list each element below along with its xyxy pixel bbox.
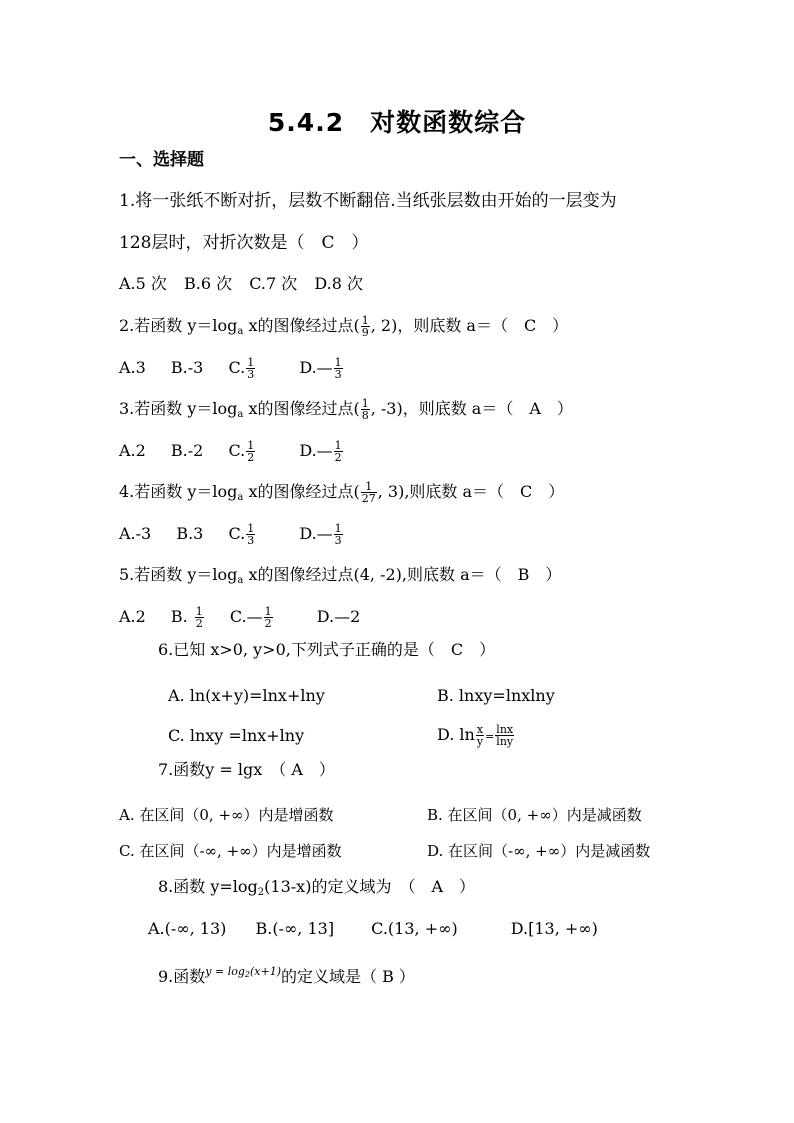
fraction: $\frac{1}{27}$ xyxy=(361,480,376,505)
stem-text: 3.若函数 y＝log xyxy=(119,399,238,418)
option-a: A.5 次 xyxy=(119,274,167,293)
option-d: D. 在区间（-∞, +∞）内是减函数 xyxy=(427,842,651,860)
option-d: D.— $\frac{1}{2}$ xyxy=(299,439,342,464)
log-base: a xyxy=(237,409,244,420)
option-d: D.8 次 xyxy=(314,274,363,293)
option-c: C.(13, +∞) xyxy=(371,919,458,938)
question-1-options xyxy=(119,274,363,294)
option-c: C. $\frac{1}{2}$ xyxy=(228,439,255,464)
stem-text: 2.若函数 y＝log xyxy=(119,316,238,335)
section-heading: 一、选择题 xyxy=(119,150,204,170)
option-c: C. $\frac{1}{3}$ xyxy=(228,356,255,381)
question-9-stem: 9.函数$^{y = log2(x+1)}$的定义域是（ B ） xyxy=(158,965,415,986)
option-a: A. 在区间（0, +∞）内是增函数 xyxy=(119,806,334,824)
stem-text: x的图像经过点( xyxy=(243,316,360,335)
question-5-options xyxy=(119,606,360,629)
option-c: C. lnxy =lnx+lny xyxy=(168,726,305,745)
fraction: $\frac{1}{8}$ xyxy=(361,397,369,422)
question-8-options xyxy=(148,919,598,939)
option-b: B. $\frac{1}{2}$ xyxy=(170,605,203,630)
option-b: B.3 xyxy=(176,524,204,543)
option-d: D.[13, +∞) xyxy=(510,919,598,938)
question-6-stem: 6.已知 x>0, y>0,下列式子正确的是（ C ） xyxy=(158,640,496,659)
option-d: D.— $\frac{1}{3}$ xyxy=(299,356,342,381)
option-c: C.— $\frac{1}{2}$ xyxy=(229,605,272,630)
stem-text: x的图像经过点( xyxy=(243,399,360,418)
question-8-stem: 8.函数 $y=\log_2(13-x)$的定义域为 （ A ） xyxy=(158,877,476,898)
option-a: A.3 xyxy=(119,358,146,377)
stem-text: , -3)，则底数 a＝（ A ） xyxy=(370,399,573,418)
stem-text: 4.若函数 y＝log xyxy=(119,482,238,501)
option-c: C. 在区间（-∞, +∞）内是增函数 xyxy=(119,842,342,860)
question-1-line-2: 128层时，对折次数是（ C ） xyxy=(119,233,369,253)
option-b: B.6 次 xyxy=(184,274,233,293)
option-b: B.-3 xyxy=(170,358,204,377)
fraction-denominator: 9 xyxy=(361,326,369,339)
option-d: D.—2 xyxy=(316,607,361,626)
question-7-stem: 7.函数y = lgx （ A ） xyxy=(158,760,335,779)
function-expression: y = log2(x+1) xyxy=(205,965,281,979)
stem-text: x的图像经过点(4, -2),则底数 a＝（ B ） xyxy=(243,565,562,584)
log-base: a xyxy=(237,326,244,337)
fraction-numerator: 1 xyxy=(361,314,369,327)
option-c: C.7 次 xyxy=(249,274,298,293)
option-b: B.-2 xyxy=(170,441,204,460)
stem-text: , 3),则底数 a＝（ C ） xyxy=(377,482,565,501)
question-4-stem xyxy=(119,481,564,508)
option-a: A.2 xyxy=(119,441,146,460)
question-1-line-1: 1.将一张纸不断对折，层数不断翻倍.当纸张层数由开始的一层变为 xyxy=(119,191,617,211)
stem-text: x的图像经过点( xyxy=(243,482,360,501)
log-base: 2 xyxy=(257,887,265,898)
option-d: D.— $\frac{1}{3}$ xyxy=(299,522,342,547)
option-d: D. ln $\frac{x}{y}$ = $\frac{\ln x}{\ln y}$ xyxy=(437,723,514,748)
fraction xyxy=(361,315,370,338)
log-base: a xyxy=(237,492,244,503)
question-4-options xyxy=(119,523,344,546)
question-3-stem xyxy=(119,398,573,425)
option-a: A.-3 xyxy=(119,524,152,543)
question-3-options xyxy=(119,440,344,463)
option-b: B. 在区间（0, +∞）内是减函数 xyxy=(427,806,642,824)
option-a: A. ln(x+y)=lnx+lny xyxy=(168,686,325,705)
question-5-stem xyxy=(119,565,561,591)
option-c: C. $\frac{1}{3}$ xyxy=(228,522,255,547)
option-a: A.2 xyxy=(119,607,146,626)
stem-text: , 2)，则底数 a＝（ C ） xyxy=(370,316,569,335)
stem-text: 5.若函数 y＝log xyxy=(119,565,238,584)
option-b: B.(-∞, 13] xyxy=(255,919,335,938)
option-a: A.(-∞, 13) xyxy=(148,919,227,938)
option-b: B. lnxy=lnxlny xyxy=(437,686,555,705)
question-2-stem xyxy=(119,315,568,342)
log-base: a xyxy=(237,575,244,586)
page-title: 5.4.2 对数函数综合 xyxy=(267,108,527,137)
question-2-options xyxy=(119,357,344,380)
